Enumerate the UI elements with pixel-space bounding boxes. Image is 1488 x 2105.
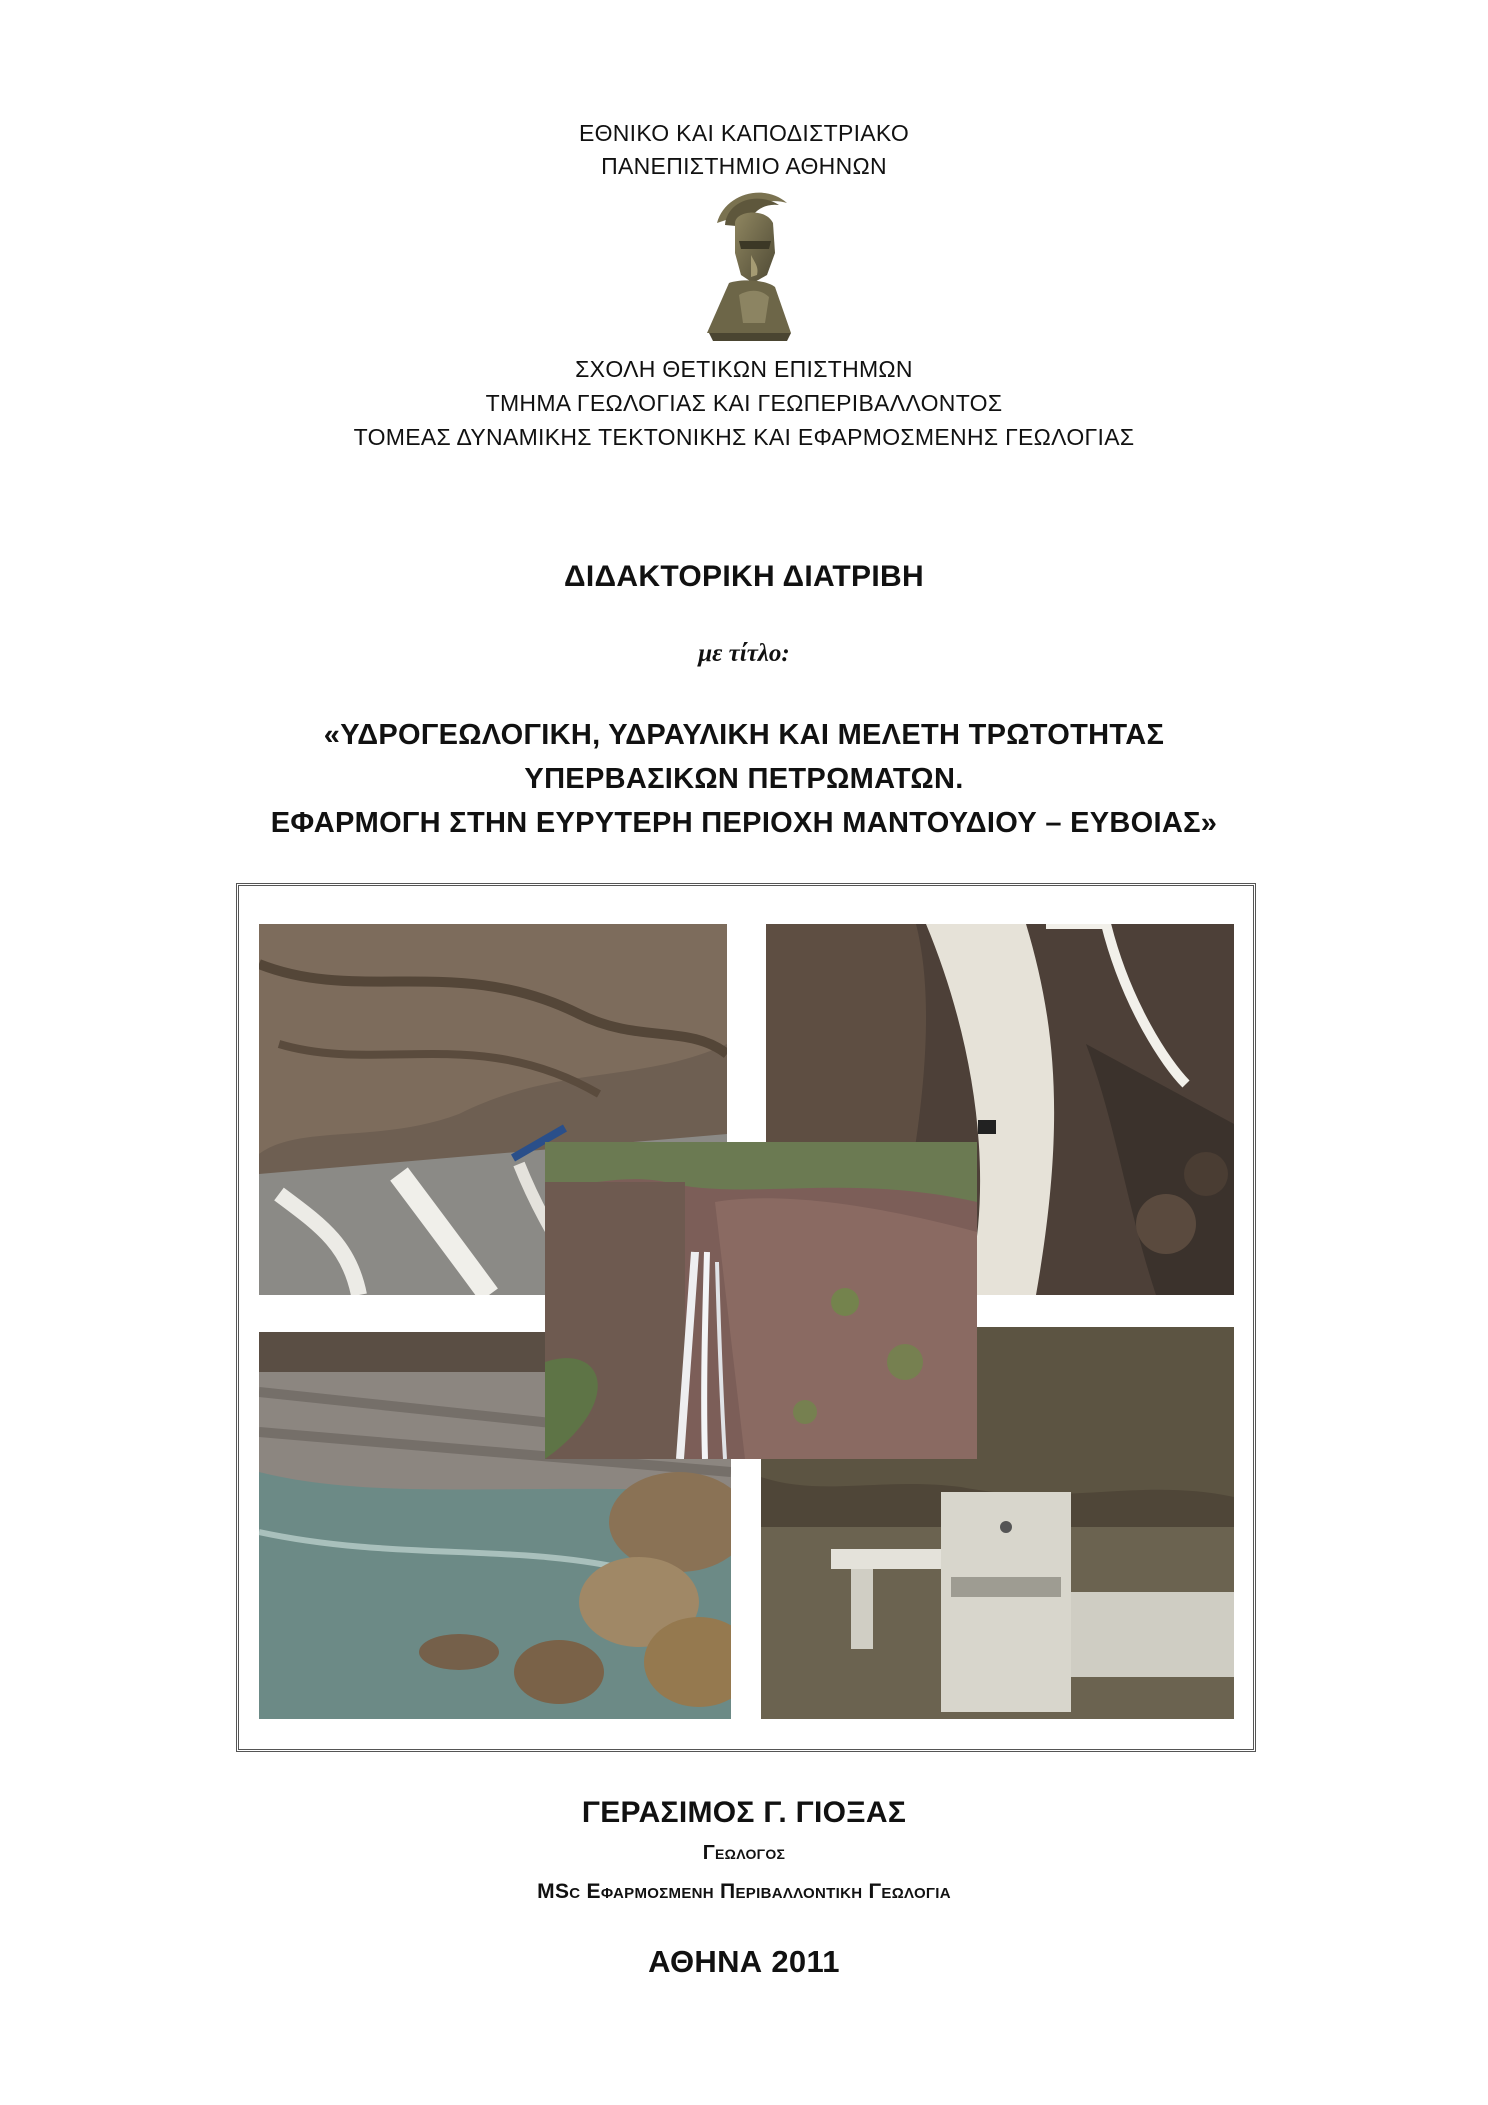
university-name — [0, 117, 1488, 183]
title-line-1: «ΥΔΡΟΓΕΩΛΟΓΙΚΗ, ΥΔΡΑΥΛΙΚΗ ΚΑΙ ΜΕΛΕΤΗ ΤΡΩΤΟΤΗΤΑΣ — [323, 719, 1165, 751]
document-subtitle: με τίτλο: — [698, 640, 790, 667]
photo-waterfall-rock — [545, 1142, 977, 1459]
university-line-1: ΕΘΝΙΚΟ ΚΑΙ ΚΑΠΟΔΙΣΤΡΙΑΚΟ — [578, 120, 910, 146]
title-line-2: ΥΠΕΡΒΑΣΙΚΩΝ ΠΕΤΡΩΜΑΤΩΝ. — [524, 763, 964, 795]
author-name: ΓΕΡΑΣΙΜΟΣ Γ. ΓΙΟΞΑΣ — [581, 1796, 907, 1829]
city-year: ΑΘΗΝΑ 2011 — [648, 1944, 840, 1979]
document-title — [0, 713, 1488, 845]
author-degree: MSc Εφαρμοσμενη Περιβαλλοντικη Γεωλογια — [537, 1880, 951, 1903]
department-name: ΤΜΗΜΑ ΓΕΩΛΟΓΙΑΣ ΚΑΙ ΓΕΩΠΕΡΙΒΑΛΛΟΝΤΟΣ — [485, 390, 1003, 416]
photo-collage — [236, 883, 1256, 1752]
athena-helmet-logo-icon — [695, 183, 803, 343]
title-line-3: ΕΦΑΡΜΟΓΗ ΣΤΗΝ ΕΥΡΥΤΕΡΗ ΠΕΡΙΟΧΗ ΜΑΝΤΟΥΔΙΟΥ – ΕΥΒΟΙΑΣ» — [270, 807, 1218, 839]
school-name: ΣΧΟΛΗ ΘΕΤΙΚΩΝ ΕΠΙΣΤΗΜΩΝ — [575, 356, 913, 382]
author-role: Γεωλογος — [702, 1842, 786, 1864]
university-line-2: ΠΑΝΕΠΙΣΤΗΜΙΟ ΑΘΗΝΩΝ — [601, 153, 887, 179]
document-type: ΔΙΔΑΚΤΟΡΙΚΗ ΔΙΑΤΡΙΒΗ — [564, 560, 924, 593]
sector-name: ΤΟΜΕΑΣ ΔΥΝΑΜΙΚΗΣ ΤΕΚΤΟΝΙΚΗΣ ΚΑΙ ΕΦΑΡΜΟΣΜΕΝΗΣ ΓΕΩΛΟΓΙΑΣ — [353, 424, 1135, 450]
faculty-block — [0, 352, 1488, 454]
